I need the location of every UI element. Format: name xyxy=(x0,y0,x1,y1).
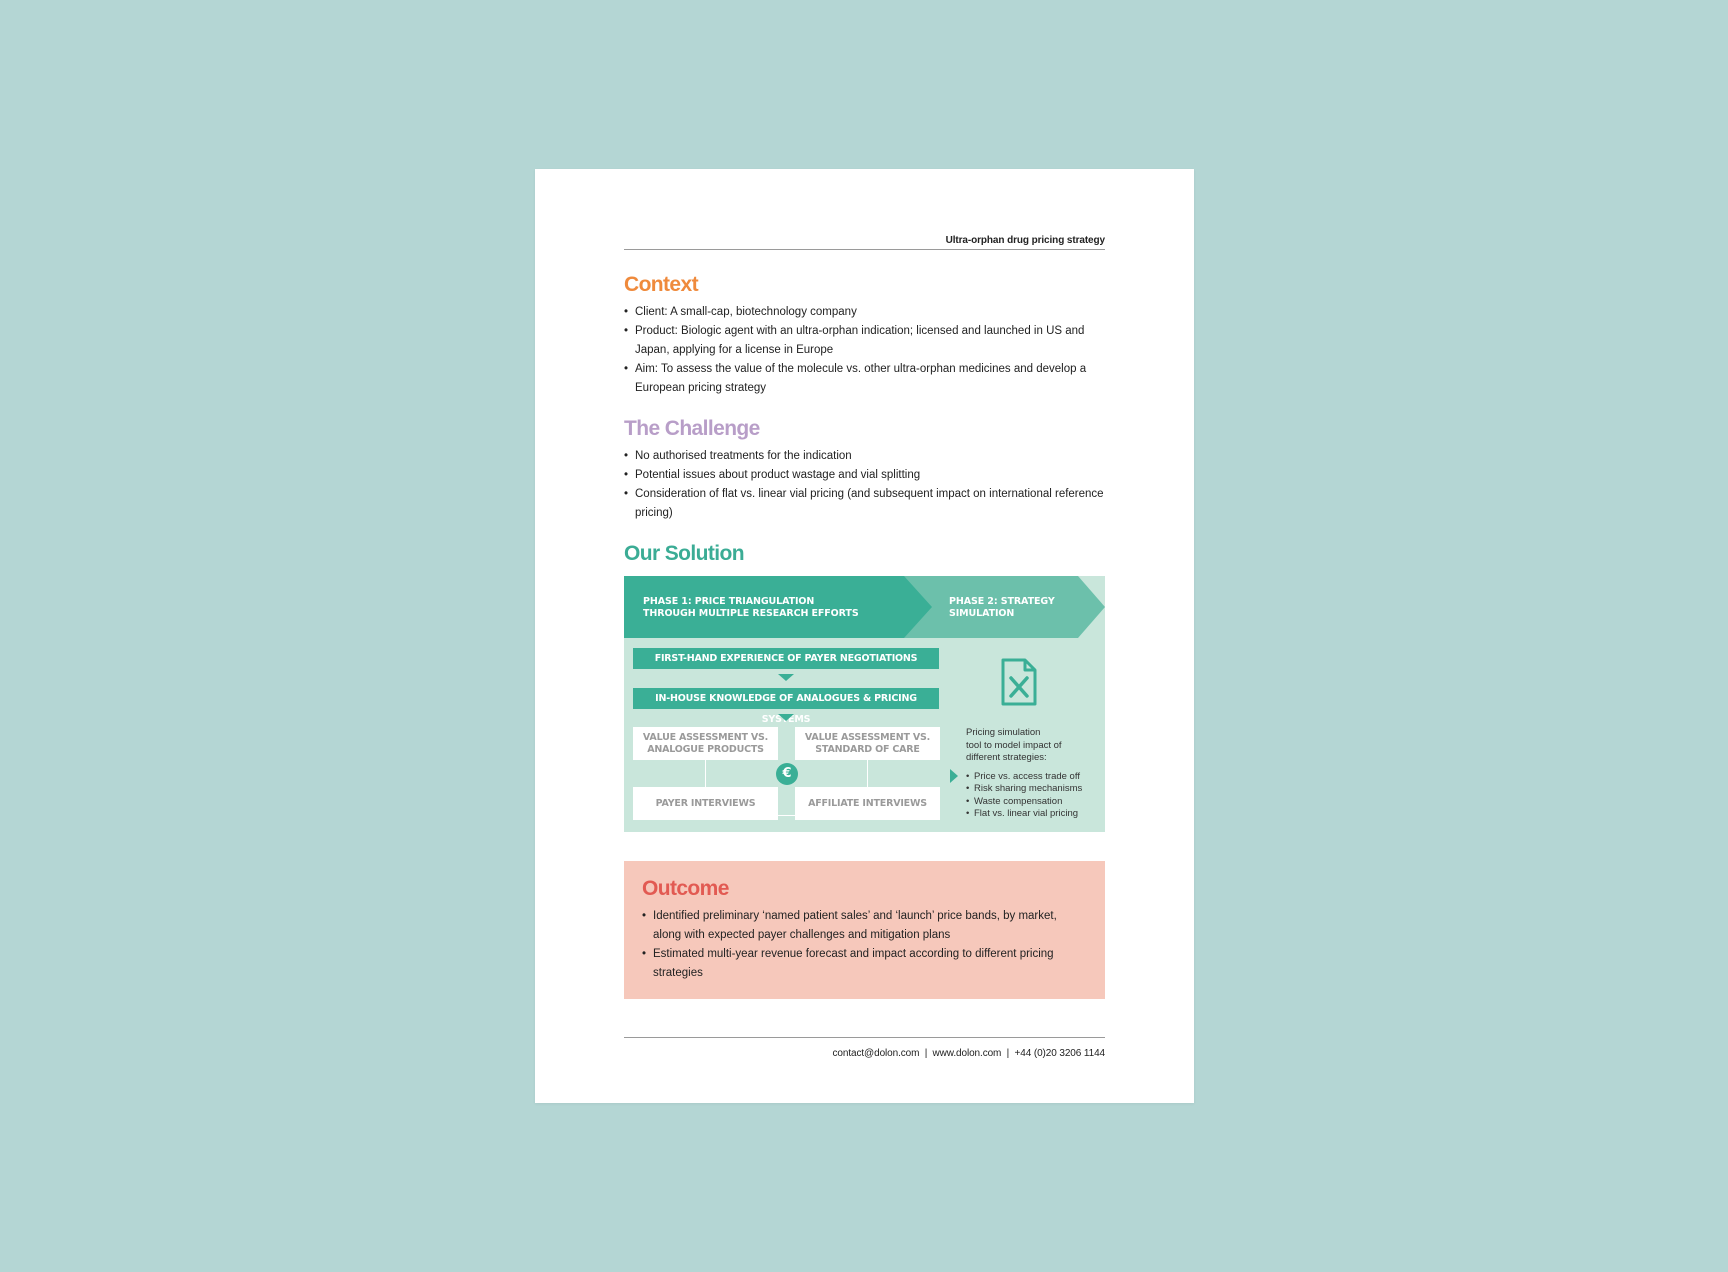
box-label-line: STANDARD OF CARE xyxy=(815,743,920,755)
play-arrow-icon xyxy=(950,769,958,783)
value-vs-soc-box xyxy=(795,727,940,760)
simulation-description xyxy=(966,727,1101,821)
list-item: • Estimated multi-year revenue forecast and impact according to different pricing strategies xyxy=(642,945,1082,983)
affiliate-interviews-box: AFFILIATE INTERVIEWS xyxy=(795,787,940,820)
challenge-heading: The Challenge xyxy=(624,417,760,440)
sim-text-line: tool to model impact of xyxy=(966,739,1062,751)
footer-contact: contact@dolon.com | www.dolon.com | +44 (0)20 3206 1144 xyxy=(832,1048,1105,1059)
outcome-list xyxy=(642,907,1082,983)
solution-diagram xyxy=(624,576,1105,832)
box-label-line: VALUE ASSESSMENT VS. xyxy=(642,731,769,743)
footer-divider xyxy=(624,1037,1105,1038)
connector-line xyxy=(867,760,868,787)
list-item: • Consideration of flat vs. linear vial pricing (and subsequent impact on international reference pricing) xyxy=(624,485,1105,523)
outcome-heading: Outcome xyxy=(642,877,729,900)
list-item: • No authorised treatments for the indication xyxy=(624,447,1105,466)
document-title: Ultra-orphan drug pricing strategy xyxy=(945,235,1105,246)
down-arrow-icon xyxy=(778,714,794,721)
phase2-label-line: PHASE 2: STRATEGY xyxy=(949,596,1055,607)
outcome-panel xyxy=(624,861,1105,999)
phase2-label-line: SIMULATION xyxy=(949,608,1015,619)
solution-heading: Our Solution xyxy=(624,542,744,565)
list-item: • Price vs. access trade off xyxy=(966,771,1101,784)
box-label-line: VALUE ASSESSMENT VS. xyxy=(804,731,931,743)
header-divider xyxy=(624,249,1105,250)
list-item: • Identified preliminary ‘named patient sales’ and ‘launch’ price bands, by market, along with expected payer challenges and mitigation plans xyxy=(642,907,1082,945)
document-page xyxy=(535,169,1194,1103)
phase1-label-line: THROUGH MULTIPLE RESEARCH EFFORTS xyxy=(643,608,859,619)
sim-text-line: different strategies: xyxy=(966,752,1047,763)
euro-icon: € xyxy=(776,763,798,785)
simulation-strategy-list xyxy=(966,771,1101,821)
challenge-list xyxy=(624,447,1105,523)
connector-line xyxy=(705,760,706,787)
list-item: • Aim: To assess the value of the molecule vs. other ultra-orphan medicines and develop a European pricing strategy xyxy=(624,360,1105,398)
context-heading: Context xyxy=(624,273,698,296)
down-arrow-icon xyxy=(778,674,794,681)
list-item: • Waste compensation xyxy=(966,796,1101,809)
list-item: • Flat vs. linear vial pricing xyxy=(966,808,1101,821)
box-label-line: ANALOGUE PRODUCTS xyxy=(647,743,764,755)
spreadsheet-x-icon xyxy=(1000,658,1038,706)
analogues-knowledge-bar: IN-HOUSE KNOWLEDGE OF ANALOGUES & PRICING SYSTEMS xyxy=(633,688,939,709)
list-item: • Potential issues about product wastage and vial splitting xyxy=(624,466,1105,485)
phase1-label-line: PHASE 1: PRICE TRIANGULATION xyxy=(643,596,815,607)
connector-line xyxy=(778,815,795,816)
payer-negotiations-bar: FIRST-HAND EXPERIENCE OF PAYER NEGOTIATIONS xyxy=(633,648,939,669)
payer-interviews-box: PAYER INTERVIEWS xyxy=(633,787,778,820)
context-list xyxy=(624,303,1105,398)
list-item: • Product: Biologic agent with an ultra-orphan indication; licensed and launched in US and Japan, applying for a license in Europe xyxy=(624,322,1105,360)
list-item: • Client: A small-cap, biotechnology company xyxy=(624,303,1105,322)
phase1-label xyxy=(643,596,859,620)
list-item: • Risk sharing mechanisms xyxy=(966,783,1101,796)
sim-text-line: Pricing simulation xyxy=(966,727,1041,738)
phase2-label xyxy=(949,596,1055,620)
value-vs-analogues-box xyxy=(633,727,778,760)
